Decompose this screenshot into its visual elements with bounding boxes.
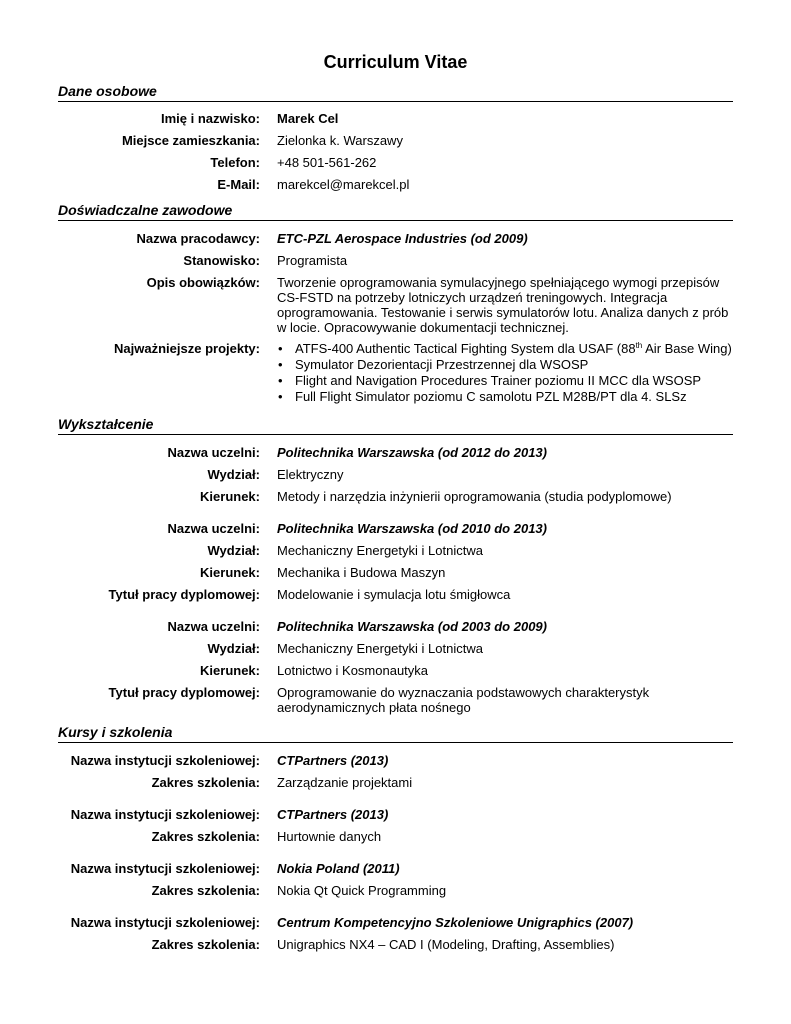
scope-value: Hurtownie danych <box>277 829 382 844</box>
email-label: E-Mail: <box>217 177 260 192</box>
projects-label: Najważniejsze projekty: <box>114 341 260 356</box>
email-value[interactable]: marekcel@marekcel.pl <box>277 177 410 192</box>
field-label: Kierunek: <box>200 489 260 504</box>
school-label: Nazwa uczelni: <box>167 521 260 536</box>
project-text: Flight and Navigation Procedures Trainer poziomu II MCC dla WSOSP <box>295 373 702 388</box>
institution-value: Centrum Kompetencyjno Szkoleniowe Unigraphics (2007) <box>277 915 634 930</box>
projects-list <box>277 341 737 405</box>
bullet-icon: • <box>278 373 283 388</box>
institution-label: Nazwa instytucji szkoleniowej: <box>70 915 260 930</box>
address-value: Zielonka k. Warszawy <box>277 133 403 148</box>
address-label: Miejsce zamieszkania: <box>121 133 260 148</box>
position-value: Programista <box>277 253 348 268</box>
bullet-icon: • <box>278 341 283 356</box>
project-text: Symulator Dezorientacji Przestrzennej dla WSOSP <box>295 357 589 372</box>
field-value: Mechanika i Budowa Maszyn <box>277 565 446 580</box>
project-item <box>277 341 737 357</box>
school-value: Politechnika Warszawska (od 2003 do 2009) <box>277 619 547 634</box>
institution-value: Nokia Poland (2011) <box>277 861 400 876</box>
section-title-experience: Doświadczalne zawodowe <box>58 202 733 221</box>
faculty-value: Mechaniczny Energetyki i Lotnictwa <box>277 543 483 558</box>
institution-label: Nazwa instytucji szkoleniowej: <box>70 861 260 876</box>
scope-value: Unigraphics NX4 – CAD I (Modeling, Drafting, Assemblies) <box>277 937 615 952</box>
project-item <box>277 373 737 389</box>
school-value: Politechnika Warszawska (od 2010 do 2013) <box>277 521 547 536</box>
faculty-value: Mechaniczny Energetyki i Lotnictwa <box>277 641 483 656</box>
thesis-label: Tytuł pracy dyplomowej: <box>108 587 260 602</box>
name-value: Marek Cel <box>277 111 339 126</box>
duties-label: Opis obowiązków: <box>146 275 260 290</box>
field-label: Kierunek: <box>200 663 260 678</box>
faculty-label: Wydział: <box>207 641 260 656</box>
school-value: Politechnika Warszawska (od 2012 do 2013) <box>277 445 547 460</box>
phone-value: +48 501-561-262 <box>277 155 377 170</box>
scope-value: Nokia Qt Quick Programming <box>277 883 447 898</box>
project-text: ATFS-400 Authentic Tactical Fighting System dla USAF (88 <box>295 341 636 356</box>
thesis-label: Tytuł pracy dyplomowej: <box>108 685 260 700</box>
scope-label: Zakres szkolenia: <box>151 937 260 952</box>
bullet-icon: • <box>278 389 283 404</box>
school-label: Nazwa uczelni: <box>167 445 260 460</box>
page-title: Curriculum Vitae <box>323 52 468 72</box>
phone-label: Telefon: <box>210 155 260 170</box>
field-label: Kierunek: <box>200 565 260 580</box>
school-label: Nazwa uczelni: <box>167 619 260 634</box>
scope-value: Zarządzanie projektami <box>277 775 413 790</box>
field-value: Lotnictwo i Kosmonautyka <box>277 663 429 678</box>
section-title-personal: Dane osobowe <box>58 83 733 102</box>
scope-label: Zakres szkolenia: <box>151 883 260 898</box>
name-label: Imię i nazwisko: <box>161 111 260 126</box>
section-title-courses: Kursy i szkolenia <box>58 724 733 743</box>
scope-label: Zakres szkolenia: <box>151 775 260 790</box>
institution-value: CTPartners (2013) <box>277 753 389 768</box>
scope-label: Zakres szkolenia: <box>151 829 260 844</box>
institution-label: Nazwa instytucji szkoleniowej: <box>70 807 260 822</box>
thesis-value: Oprogramowanie do wyznaczania podstawowych charakterystyk aerodynamicznych płata nośnego <box>277 685 650 715</box>
thesis-value: Modelowanie i symulacja lotu śmigłowca <box>277 587 511 602</box>
project-item <box>277 389 737 405</box>
project-text-tail: Air Base Wing) <box>642 341 732 356</box>
section-title-education: Wykształcenie <box>58 416 733 435</box>
institution-value: CTPartners (2013) <box>277 807 389 822</box>
position-label: Stanowisko: <box>183 253 260 268</box>
employer-value: ETC-PZL Aerospace Industries (od 2009) <box>277 231 528 246</box>
bullet-icon: • <box>278 357 283 372</box>
faculty-value: Elektryczny <box>277 467 344 482</box>
project-text: Full Flight Simulator poziomu C samolotu PZL M28B/PT dla 4. SLSz <box>295 389 687 404</box>
employer-label: Nazwa pracodawcy: <box>136 231 260 246</box>
faculty-label: Wydział: <box>207 467 260 482</box>
project-sup: th <box>635 341 643 350</box>
faculty-label: Wydział: <box>207 543 260 558</box>
project-item <box>277 357 737 373</box>
duties-value: Tworzenie oprogramowania symulacyjnego spełniającego wymogi przepisów CS-FSTD na potrzeby lotniczych urządzeń treningowych. Integracja oprogramowania. Testowanie i serwis symulatorów lotu. Analiza danych z prób w locie. Opracowywanie dokumentacji technicznej. <box>277 275 729 335</box>
field-value: Metody i narzędzia inżynierii oprogramowania (studia podyplomowe) <box>277 489 672 504</box>
institution-label: Nazwa instytucji szkoleniowej: <box>70 753 260 768</box>
